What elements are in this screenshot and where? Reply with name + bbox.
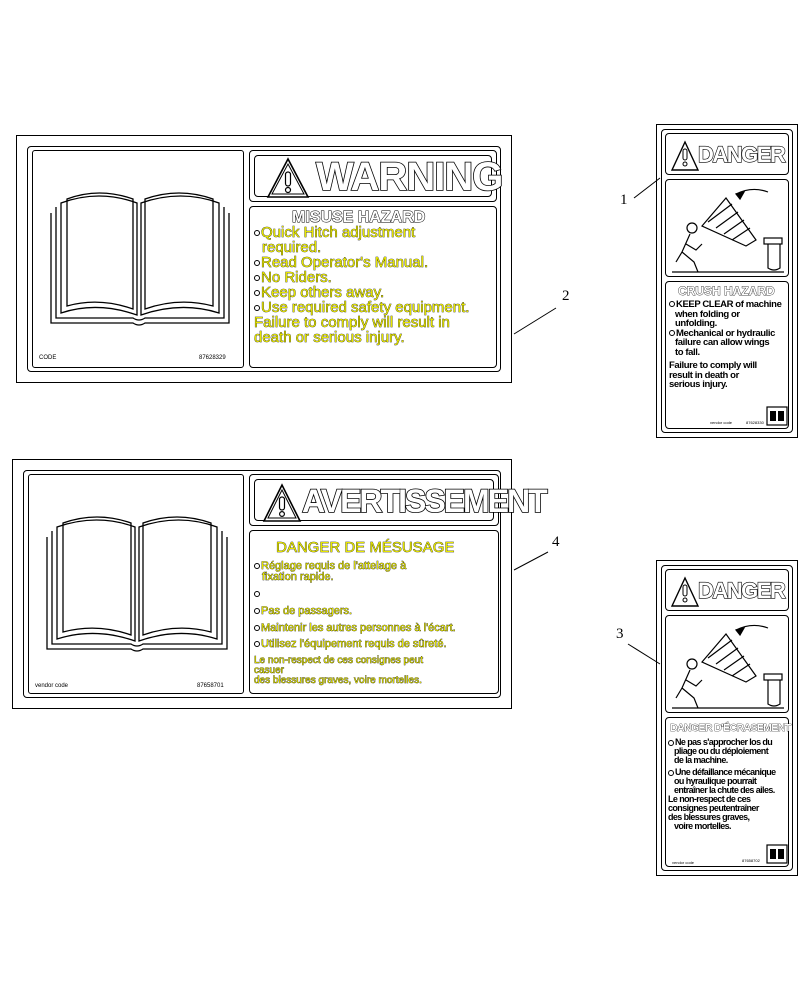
- message-line: Use required safety equipment.: [254, 300, 469, 315]
- message-line: KEEP CLEAR of machine: [669, 300, 781, 310]
- message-line: Utilisez l'équipement requis de sûreté.: [254, 639, 456, 650]
- message-line: Ne pas s'approcher los du: [668, 738, 776, 747]
- message-line: Maintenir les autres personnes à l'écart.: [254, 623, 456, 634]
- message-line: to fall.: [675, 346, 700, 358]
- hazard-message: [669, 300, 781, 390]
- decal-danger-english: [656, 124, 798, 438]
- message-line: casuer: [254, 665, 285, 676]
- message-line: failure can allow wings: [675, 337, 770, 348]
- hazard-message: [668, 738, 776, 831]
- message-line: death or serious injury.: [254, 329, 405, 346]
- decal-danger-french: [656, 560, 798, 876]
- message-panel: [249, 206, 497, 368]
- message-line: Read Operator's Manual.: [254, 255, 469, 270]
- message-line: Mechanical or hydraulic: [669, 329, 781, 339]
- crush-hazard-pictogram-icon: [666, 180, 790, 278]
- pictogram-panel: [665, 179, 789, 277]
- message-line: Failure to comply will: [669, 360, 757, 371]
- message-panel: [665, 717, 789, 867]
- code-label: vendor code: [672, 860, 695, 865]
- message-line: Le non-respect de ces: [668, 794, 751, 804]
- warning-header-panel: [249, 150, 503, 202]
- decal-warning-english: [16, 135, 512, 383]
- danger-header-panel: [665, 569, 789, 611]
- crush-hazard-pictogram-icon: [666, 616, 790, 714]
- message-line: Réglage requis de l'attelage à: [254, 561, 456, 572]
- decal-warning-french: [12, 459, 546, 709]
- message-line: [254, 589, 456, 600]
- message-line: serious injury.: [669, 379, 728, 390]
- message-panel: [665, 281, 789, 429]
- callout-number-3: 3: [616, 626, 624, 642]
- danger-header-panel: [665, 133, 789, 175]
- code-label: vendor code: [35, 683, 69, 689]
- message-line: Keep others away.: [254, 285, 469, 300]
- message-line: Le non-respect de ces consignes peut: [254, 655, 423, 666]
- leader-line-2: [514, 308, 556, 334]
- warning-header: AVERTISSEMENT: [302, 483, 546, 519]
- message-line: required.: [262, 239, 322, 256]
- hazard-message: [254, 225, 469, 345]
- message-line: des blessures graves,: [668, 812, 750, 822]
- code-label: CODE: [39, 355, 57, 361]
- danger-header: DANGER: [698, 142, 785, 167]
- warning-header-panel: [249, 474, 546, 526]
- callout-number-1: 1: [620, 192, 628, 208]
- message-line: unfolding.: [675, 318, 717, 329]
- message-line: Une défaillance mécanique: [668, 768, 776, 777]
- manual-book-icon: [766, 844, 788, 864]
- message-line: voire mortelles.: [674, 821, 731, 831]
- danger-header: DANGER: [698, 578, 785, 603]
- manual-panel: [28, 474, 244, 694]
- open-book-icon: [33, 151, 245, 369]
- callout-number-4: 4: [552, 534, 560, 550]
- callout-number-2: 2: [562, 288, 570, 304]
- message-line: fixation rapide.: [262, 571, 334, 583]
- hazard-title: DANGER D'ÉCRASEMENT: [670, 722, 791, 734]
- warning-triangle-icon: [670, 572, 700, 612]
- leader-line-4: [514, 552, 548, 570]
- warning-header: WARNING: [316, 155, 503, 199]
- message-line: No Riders.: [254, 270, 469, 285]
- manual-book-icon: [766, 406, 788, 426]
- warning-triangle-icon: [670, 136, 700, 176]
- message-line: Pas de passagers.: [254, 606, 456, 617]
- message-line: des blessures graves, voire mortelles.: [254, 675, 422, 686]
- open-book-icon: [29, 475, 245, 695]
- hazard-title: MISUSE HAZARD: [292, 209, 426, 226]
- message-line: when folding or: [675, 308, 740, 320]
- message-line: Quick Hitch adjustment: [254, 225, 469, 240]
- pictogram-panel: [665, 615, 789, 713]
- part-number: 87658701: [197, 683, 224, 689]
- message-line: Failure to comply will result in: [254, 314, 450, 331]
- hazard-title: DANGER DE MÉSUSAGE: [276, 539, 455, 556]
- part-number: 87628329: [199, 355, 226, 361]
- hazard-message: [254, 561, 456, 686]
- message-line: entraîner la chute des ailes.: [674, 785, 775, 795]
- hazard-title: CRUSH HAZARD: [678, 284, 775, 298]
- message-panel: [249, 530, 499, 694]
- message-line: consignes peutentraîner: [668, 803, 759, 813]
- message-line: pliage ou du déploiement: [674, 746, 769, 756]
- code-label: vendor code: [710, 420, 733, 425]
- part-number: 87658702: [742, 858, 760, 863]
- message-line: ou hyraulique pourrait: [674, 776, 757, 786]
- manual-panel: [32, 150, 244, 368]
- message-line: de la machine.: [674, 755, 728, 765]
- part-number: 87628330: [746, 420, 764, 425]
- warning-triangle-icon: [264, 153, 324, 205]
- message-line: result in death or: [669, 369, 739, 381]
